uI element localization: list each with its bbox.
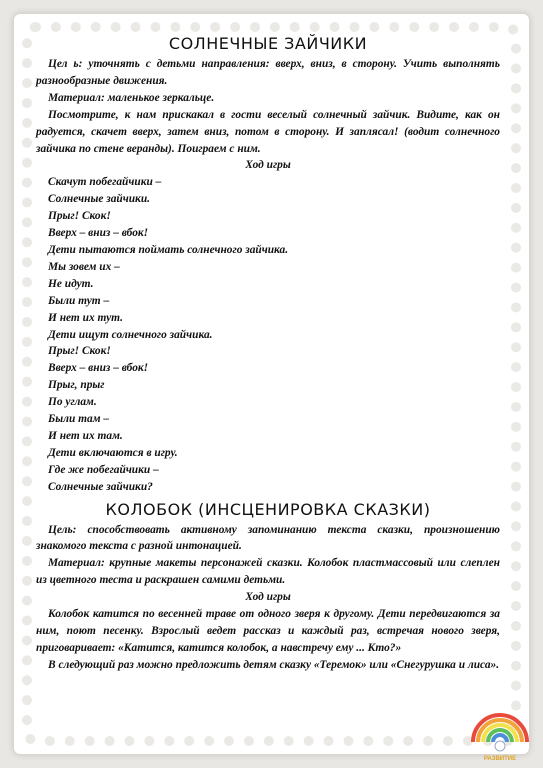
rainbow-logo-icon [469, 702, 531, 760]
section2-material: Материал: крупные макеты персонажей сказки. Колобок пластмассовый или слеплен из цветного теста и раскрашен самими детьми. [36, 557, 500, 587]
verse-line: И нет их там. [48, 429, 123, 442]
verse-line: Прыг! Скок! [48, 210, 111, 223]
verse-line: По углам. [48, 396, 97, 409]
section2-goal: Цель: способствовать активному запоминанию текста сказки, произношению знакомого текста с разной интонацией. [36, 523, 500, 553]
section1-intro: Посмотрите, к нам прискакал в гости веселый солнечный зайчик. Видите, как он радуется, скачет вверх, затем вниз, потом в сторону. И заплясал! (водит солнечного зайчика по стене веранды). Поиграем с ним. [36, 108, 500, 155]
verse-line: И нет их тут. [48, 311, 124, 324]
verse-line: Дети включаются в игру. [48, 446, 178, 459]
verse-line: Солнечные зайчики. [48, 193, 151, 206]
verse-line: Прыг, прыг [48, 379, 105, 392]
verse-line: Не идут. [48, 277, 94, 290]
verse-line: Скачут побегайчики – [48, 176, 162, 189]
section2-subheading: Ход игры [245, 591, 291, 604]
document-content [36, 34, 500, 674]
verse-line: Были там – [48, 413, 110, 426]
section1-goal: Цел ь: уточнять с детьми направления: вверх, вниз, в сторону. Учить выполнять разнообразные движения. [36, 58, 500, 87]
verse-line: Прыг! Скок! [48, 345, 111, 358]
section1-material: Материал: маленькое зеркальце. [48, 91, 215, 104]
section2-title: КОЛОБОК (ИНСЦЕНИРОВКА СКАЗКИ) [105, 499, 431, 519]
logo-caption: РАЗВИТИЕ [483, 756, 517, 762]
section2-game-description: Колобок катится по весенней траве от одного зверя к другому. Дети передвигаются за ним, поют песенку. Взрослый ведет рассказ и каждый раз, встречая нового зверя, приговаривает: «Катится, катится колобок, а навстречу ему ... Кто?» [36, 608, 500, 654]
verse-line: Вверх – вниз – вбок! [48, 362, 149, 375]
section2-next-time: В следующий раз можно предложить детям сказку «Теремок» или «Снегурушка и лиса». [48, 658, 500, 671]
verse-line: Где же побегайчики – [48, 463, 159, 476]
section1-verse [36, 174, 500, 495]
verse-line: Дети ищут солнечного зайчика. [48, 328, 213, 341]
verse-line: Солнечные зайчики? [48, 480, 153, 493]
section1-subheading: Ход игры [245, 159, 291, 172]
section1-title: СОЛНЕЧНЫЕ ЗАЙЧИКИ [168, 34, 368, 53]
verse-line: Дети пытаются поймать солнечного зайчика. [48, 243, 289, 256]
verse-line: Вверх – вниз – вбок! [48, 227, 149, 240]
verse-line: Были тут – [48, 294, 110, 307]
verse-line: Мы зовем их – [48, 260, 120, 273]
